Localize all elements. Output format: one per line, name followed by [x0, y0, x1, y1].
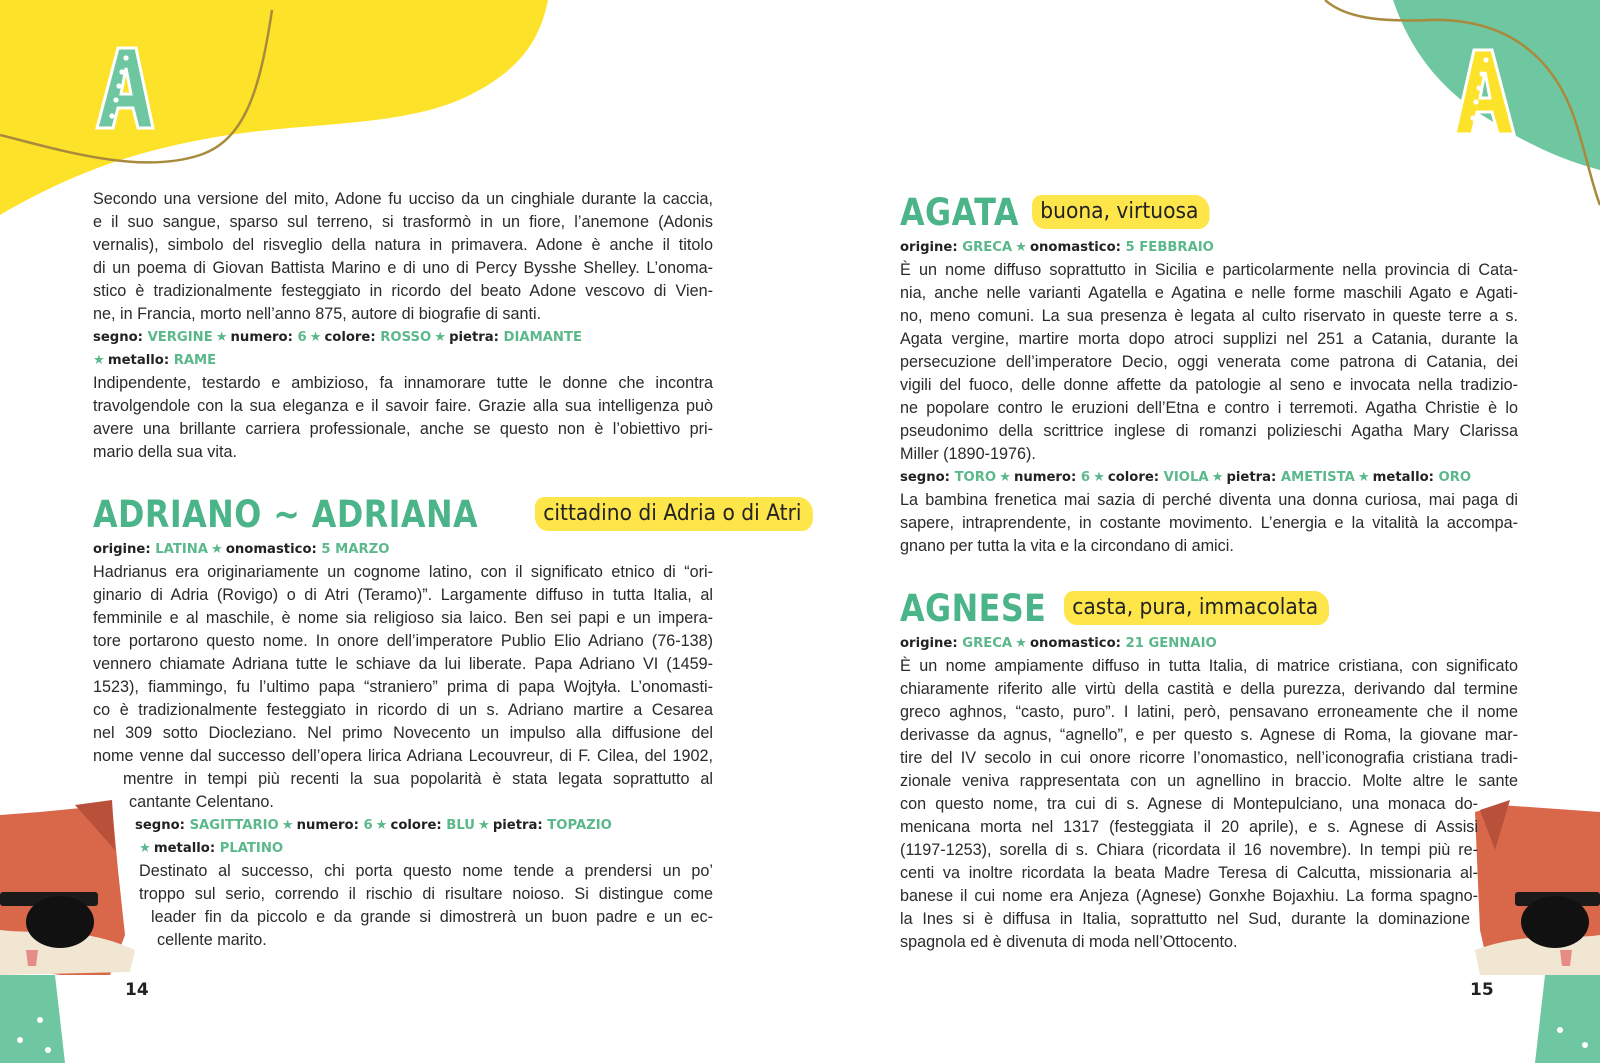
segno-label: segno:: [93, 330, 143, 345]
pietra-label: pietra:: [492, 818, 543, 833]
text-line: persecuzione dell’imperatore Decio, oggi venerata come patrona di Catania, dei: [900, 353, 1518, 371]
origin-line: [900, 632, 1518, 655]
star-icon: ★: [1211, 470, 1224, 485]
text-line: Secondo una versione del mito, Adone fu ucciso da un cinghiale durante la caccia,: [93, 190, 713, 208]
text-line: vennero chiamate Adriana tutte le schiave da lui liberate. Papa Adriano VI (1459-: [93, 655, 713, 673]
metallo-value: ORO: [1438, 470, 1472, 485]
entry-meaning-highlight: cittadino di Adria o di Atri: [535, 497, 813, 531]
metallo-value: PLATINO: [219, 841, 284, 856]
star-icon: ★: [215, 330, 228, 345]
colore-label: colore:: [1107, 470, 1160, 485]
agnese-entry: [900, 584, 1518, 954]
star-icon: ★: [1357, 470, 1370, 485]
numero-label: numero:: [230, 330, 293, 345]
name-heading-row: [93, 490, 802, 538]
text-line: Destinato al successo, chi porta questo nome tende a prendersi un po’: [139, 862, 713, 880]
colore-label: colore:: [390, 818, 442, 833]
adriano-metal: [139, 837, 713, 860]
adriano-attributes: [135, 814, 713, 837]
origin-line: [93, 538, 713, 561]
intro-paragraph: [93, 188, 713, 326]
text-line: greco aghnos, “casto, puro”. I latini, però, pensavano erroneamente che il nome: [900, 703, 1518, 721]
text-line: di un poema di Giovan Battista Marino e di uno di Percy Bysshe Shelley. L’onoma-: [93, 259, 713, 277]
star-icon: ★: [309, 330, 322, 345]
agnese-description-narrow: [900, 793, 1478, 908]
text-line: ne, in Francia, morto nell’anno 875, autore di biografie di santi.: [93, 305, 542, 323]
star-icon: ★: [1093, 470, 1105, 485]
text-line: È un nome diffuso soprattutto in Sicilia e particolarmente nella provincia di Cata-: [900, 261, 1518, 279]
text-line: centi va inoltre ricordata la beata Madre Teresa di Calcutta, missionaria al-: [900, 864, 1478, 882]
agata-character: [900, 489, 1518, 558]
text-line: vigili del fuoco, delle donne affette da patologie al seno e invocata nella tradizio-: [900, 376, 1518, 394]
text-line: nel 309 sotto Diocleziano. Nel primo Novecento un impulso alla diffusione del: [93, 724, 713, 742]
colore-label: colore:: [324, 330, 376, 345]
text-line: cellente marito.: [157, 931, 267, 949]
text-line: leader fin da piccolo e da grande si dimostrerà un buon padre e un ec-: [151, 908, 713, 926]
text-line: chiaramente riferito alle virtù della castità e della purezza, derivando dal termine: [900, 680, 1518, 698]
text-line: Miller (1890-1976).: [900, 445, 1036, 463]
origine-label: origine:: [900, 240, 958, 255]
adriano-entry: [93, 490, 802, 952]
adone-character: [93, 372, 713, 464]
colore-value: BLU: [446, 818, 475, 833]
text-line: La bambina frenetica mai sazia di perché diventa una donna curiosa, mai paga di: [900, 491, 1518, 509]
metallo-value: RAME: [173, 353, 217, 368]
text-line: 1523), fiammingo, fu l’ultimo papa “straniero” prima di papa Wojtyła. L’onomasti-: [93, 678, 713, 696]
text-line: mario della sua vita.: [93, 443, 237, 461]
text-line: Indipendente, testardo e ambizioso, fa innamorare tutte le donne che incontra: [93, 374, 713, 392]
text-line: ne popolare contro le eruzioni dell’Etna e contro i terremoti. Agatha Christie è lo: [900, 399, 1518, 417]
text-line: menicana morta nel 1317 (festeggiata il 20 aprile), e s. Agnese di Assisi: [900, 818, 1478, 836]
agata-entry: [900, 188, 1518, 558]
colore-value: VIOLA: [1163, 470, 1209, 485]
origine-value: LATINA: [155, 542, 208, 557]
metallo-label: metallo:: [107, 353, 170, 368]
entry-meaning-highlight: buona, virtuosa: [1032, 195, 1210, 229]
name-heading-row: [900, 584, 1518, 632]
text-line: femminile e al maschile, è nome sia religioso sia laico. Ben sei papi e un impera-: [93, 609, 713, 627]
text-line: co è tradizionalmente festeggiato in ricordo di un s. Adriano martire a Cesarea: [93, 701, 713, 719]
star-icon: ★: [375, 818, 388, 833]
entry-name: AGNESE: [900, 586, 1047, 630]
text-line: Hadrianus era originariamente un cognome latino, con il significato etnico di “ori-: [93, 563, 713, 581]
text-line: È un nome ampiamente diffuso in tutta Italia, di matrice cristiana, con significato: [900, 657, 1518, 675]
pietra-label: pietra:: [449, 330, 499, 345]
page-number: 15: [1470, 980, 1494, 1000]
entry-name: AGATA: [900, 190, 1019, 234]
text-line: nome venne dal successo dell’opera lirica Adriana Lecouvreur, di F. Cilea, del 1902,: [93, 747, 713, 765]
text-line: travolgendole con la sua eleganza e il savoir faire. Grazie alla sua intelligenza può: [93, 397, 713, 415]
numero-value: 6: [1080, 470, 1091, 485]
onomastico-value: 21 GENNAIO: [1125, 636, 1217, 651]
right-page: [800, 0, 1600, 1063]
page-number: 14: [125, 980, 149, 1000]
onomastico-label: onomastico:: [1029, 636, 1121, 651]
text-line: troppo sul serio, correndo il rischio di risultare noioso. Si distingue come: [139, 885, 713, 903]
text-line: sapere, intraprendente, in costante movimento. L’energia e la vitalità la accompa-: [900, 514, 1518, 532]
pietra-value: TOPAZIO: [547, 818, 612, 833]
text-line: nia, anche nelle varianti Agatella e Agatina e nelle forme maschili Agato e Agati-: [900, 284, 1518, 302]
text-line: gnano per tutta la vita e la circondano di amici.: [900, 537, 1234, 555]
numero-label: numero:: [1013, 470, 1077, 485]
text-line: zionale veniva rappresentata con un agnellino in braccio. Molte altre le sante: [900, 772, 1518, 790]
text-line: (1197-1253), sorella di s. Chiara (ricordata il 16 novembre). In tempi più re-: [900, 841, 1478, 859]
origin-line: [900, 236, 1518, 259]
metallo-label: metallo:: [1372, 470, 1434, 485]
text-line: tire del IV secolo in cui onore ricorre l’onomastico, nell’iconografia cristiana tradi-: [900, 749, 1518, 767]
text-line: banese il cui nome era Anjeza (Agnese) Gonxhe Bojaxhiu. La forma spagno-: [900, 887, 1478, 905]
text-line: pseudonimo della scrittrice inglese di romanzi polizieschi Agatha Mary Clarissa: [900, 422, 1518, 440]
agata-description: [900, 259, 1518, 466]
text-line: la Ines si è diffusa in Italia, soprattutto nel Sud, durante la dominazione: [900, 910, 1470, 928]
star-icon: ★: [1015, 636, 1027, 651]
origine-value: GRECA: [962, 636, 1013, 651]
onomastico-value: 5 MARZO: [321, 542, 390, 557]
text-line: con questo nome, tra cui di s. Agnese di Montepulciano, una monaca do-: [900, 795, 1478, 813]
star-icon: ★: [139, 841, 151, 856]
name-heading-row: [900, 188, 1518, 236]
colore-value: ROSSO: [380, 330, 432, 345]
text-line: no, meno comuni. La sua presenza è legata al culto riservato in queste terre a s.: [900, 307, 1518, 325]
numero-value: 6: [363, 818, 373, 833]
adriano-description-indented: [123, 768, 713, 791]
origine-value: GRECA: [962, 240, 1013, 255]
adriano-character-indented: [151, 906, 713, 929]
star-icon: ★: [1015, 240, 1027, 255]
pietra-value: DIAMANTE: [503, 330, 582, 345]
numero-label: numero:: [296, 818, 359, 833]
agata-attributes: [900, 466, 1518, 489]
adriano-character-end: [157, 929, 713, 952]
entry-meaning-highlight: casta, pura, immacolata: [1064, 591, 1329, 625]
numero-value: 6: [297, 330, 307, 345]
origine-label: origine:: [900, 636, 958, 651]
star-icon: ★: [477, 818, 490, 833]
metallo-label: metallo:: [153, 841, 216, 856]
text-line: tore portarono questo nome. In onore dell’imperatore Publio Elio Adriano (76-138): [93, 632, 713, 650]
onomastico-value: 5 FEBBRAIO: [1125, 240, 1214, 255]
star-icon: ★: [210, 542, 223, 557]
text-line: stico è tradizionalmente festeggiato in ricordo del beato Adone vescovo di Vien-: [93, 282, 713, 300]
star-icon: ★: [999, 470, 1011, 485]
text-line: e il suo sangue, sparso sul terreno, si trasformò in un fiore, l’anemone (Adonis: [93, 213, 713, 231]
entry-name: ADRIANO ~ ADRIANA: [93, 492, 479, 536]
segno-label: segno:: [900, 470, 950, 485]
star-icon: ★: [281, 818, 294, 833]
onomastico-label: onomastico:: [225, 542, 317, 557]
adriano-description-end: [129, 791, 713, 814]
agnese-description-end: [900, 908, 1470, 954]
text-line: cantante Celentano.: [129, 793, 274, 811]
onomastico-label: onomastico:: [1029, 240, 1121, 255]
text-line: vernalis), simbolo del risveglio della natura in primavera. Adone è anche il titolo: [93, 236, 713, 254]
pietra-label: pietra:: [1226, 470, 1277, 485]
text-line: mentre in tempi più recenti la sua popolarità è stata legata soprattutto al: [123, 770, 713, 788]
adone-continuation: [93, 188, 713, 464]
star-icon: ★: [93, 353, 105, 368]
segno-value: VERGINE: [147, 330, 213, 345]
adriano-description: [93, 561, 713, 768]
text-line: derivasse da agnus, “agnello”, e per questo s. Agnese di Roma, la giovane mar-: [900, 726, 1518, 744]
segno-label: segno:: [135, 818, 185, 833]
text-line: spagnola ed è divenuta di moda nell’Ottocento.: [900, 933, 1238, 951]
segno-value: SAGITTARIO: [189, 818, 279, 833]
text-line: ginario di Adria (Rovigo) o di Atri (Teramo)”. Largamente diffuso in tutta Italia, al: [93, 586, 713, 604]
origine-label: origine:: [93, 542, 151, 557]
star-icon: ★: [434, 330, 447, 345]
pietra-value: AMETISTA: [1280, 470, 1355, 485]
agnese-description: [900, 655, 1518, 793]
text-line: Agata vergine, martire morta dopo atroci supplizi nel 251 a Catania, durante la: [900, 330, 1518, 348]
segno-value: TORO: [954, 470, 997, 485]
adone-attributes: [93, 326, 713, 372]
text-line: avere una brillante carriera professionale, anche se questo non è l’obiettivo pri-: [93, 420, 713, 438]
adriano-character: [139, 860, 713, 906]
